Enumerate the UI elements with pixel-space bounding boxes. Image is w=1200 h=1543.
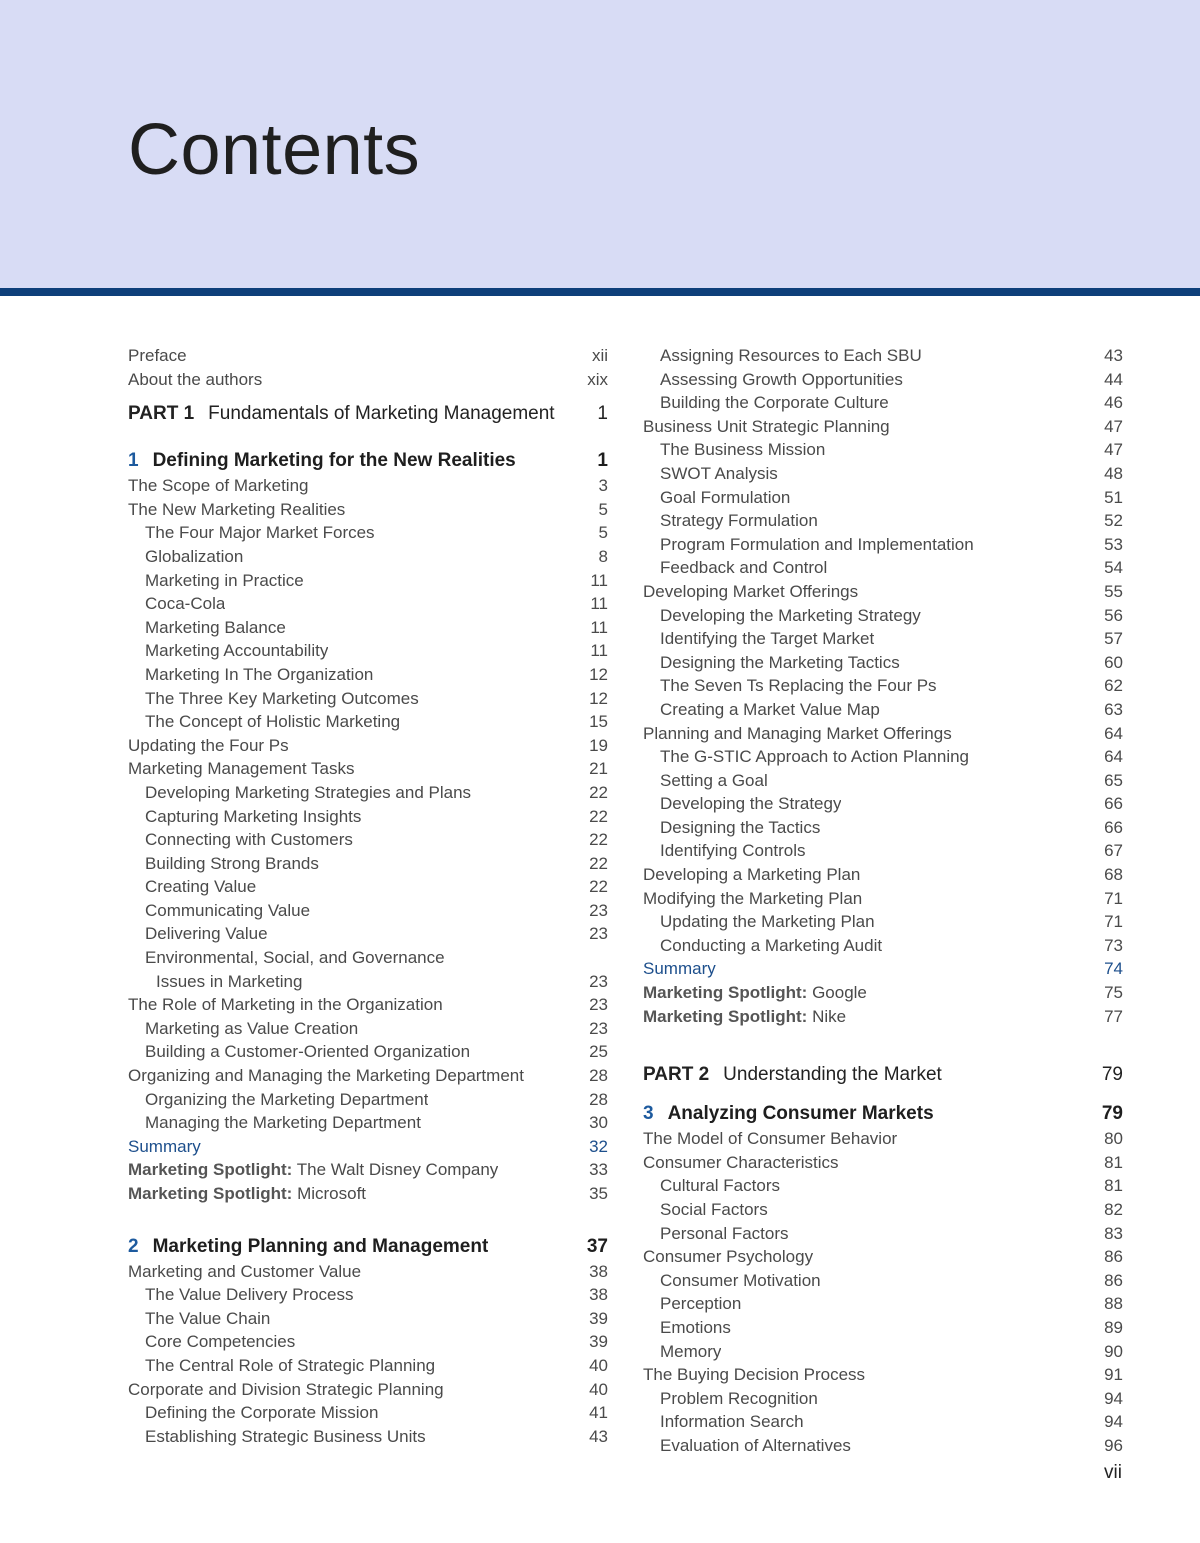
toc-entry[interactable] — [643, 344, 1123, 368]
toc-label: Business Unit Strategic Planning — [643, 416, 890, 436]
toc-page: 38 — [589, 1285, 608, 1305]
toc-entry[interactable] — [643, 391, 1123, 415]
chapter-1-entries — [128, 474, 608, 1135]
toc-page: 77 — [1104, 1006, 1123, 1026]
toc-page: 22 — [589, 782, 608, 802]
toc-label: Preface — [128, 346, 187, 365]
toc-entry[interactable] — [643, 438, 1123, 462]
toc-page: 46 — [1104, 393, 1123, 413]
toc-label: Conducting a Marketing Audit — [660, 935, 883, 955]
toc-entry[interactable] — [643, 415, 1123, 439]
toc-label: Communicating Value — [145, 900, 311, 920]
toc-entry[interactable] — [643, 1363, 1123, 1387]
toc-page: 64 — [1104, 723, 1123, 743]
toc-entry[interactable] — [128, 970, 608, 994]
toc-page: 63 — [1104, 699, 1123, 719]
toc-label: The Three Key Marketing Outcomes — [145, 688, 419, 708]
toc-entry[interactable] — [643, 1410, 1123, 1434]
toc-label: Consumer Motivation — [660, 1270, 821, 1290]
toc-page: 30 — [589, 1113, 608, 1133]
toc-page: 88 — [1104, 1294, 1123, 1314]
chapter-2-entries — [128, 1260, 608, 1449]
toc-entry[interactable] — [643, 792, 1123, 816]
chapter-number: 3 — [643, 1103, 654, 1125]
toc-part-1[interactable] — [128, 397, 608, 430]
toc-entry[interactable] — [128, 569, 608, 593]
toc-entry[interactable] — [643, 887, 1123, 911]
chapter-title: Defining Marketing for the New Realities — [152, 450, 516, 472]
toc-label: Building the Corporate Culture — [660, 393, 889, 413]
toc-label: Cultural Factors — [660, 1176, 780, 1196]
toc-entry[interactable] — [128, 545, 608, 569]
toc-label: Developing the Marketing Strategy — [660, 605, 921, 625]
toc-left-column — [128, 344, 608, 1448]
toc-label: Goal Formulation — [660, 487, 791, 507]
toc-label: Delivering Value — [145, 924, 268, 944]
toc-label: Identifying the Target Market — [660, 629, 875, 649]
toc-entry[interactable] — [128, 852, 608, 876]
toc-page: 33 — [589, 1160, 608, 1180]
toc-page: 22 — [589, 877, 608, 897]
toc-page: xii — [591, 346, 608, 365]
chapter-2-entries-cont — [643, 344, 1123, 957]
toc-label: SWOT Analysis — [660, 463, 778, 483]
toc-page: 32 — [589, 1136, 608, 1156]
toc-page: 5 — [598, 523, 608, 543]
toc-entry[interactable] — [128, 828, 608, 852]
toc-entry[interactable] — [128, 922, 608, 946]
toc-entry[interactable] — [643, 462, 1123, 486]
toc-page: 38 — [589, 1261, 608, 1281]
toc-entry[interactable] — [128, 1283, 608, 1307]
page-folio: vii — [1104, 1462, 1122, 1483]
toc-entry[interactable] — [128, 710, 608, 734]
toc-label: Feedback and Control — [660, 558, 828, 578]
toc-label: Developing Marketing Strategies and Plans — [145, 782, 472, 802]
toc-label: The Value Delivery Process — [145, 1285, 354, 1305]
toc-label: Assessing Growth Opportunities — [660, 369, 903, 389]
toc-page: 53 — [1104, 534, 1123, 554]
toc-entry[interactable] — [128, 899, 608, 923]
toc-entry[interactable] — [128, 687, 608, 711]
toc-label: Coca-Cola — [145, 594, 226, 614]
toc-page: 8 — [598, 546, 608, 566]
toc-page: 73 — [1104, 935, 1123, 955]
part-title: Fundamentals of Marketing Management — [208, 403, 555, 425]
toc-label: Marketing Management Tasks — [128, 759, 355, 779]
toc-label: The Value Chain — [145, 1308, 271, 1328]
toc-page: 21 — [589, 759, 608, 779]
toc-page: 11 — [590, 570, 608, 590]
toc-entry[interactable] — [643, 839, 1123, 863]
toc-entry[interactable] — [643, 368, 1123, 392]
toc-label: Developing the Strategy — [660, 794, 842, 814]
toc-summary[interactable] — [643, 957, 1123, 981]
toc-label: The Central Role of Strategic Planning — [145, 1355, 436, 1375]
toc-right-column — [643, 344, 1123, 1458]
toc-label: Building a Customer-Oriented Organization — [145, 1042, 471, 1062]
toc-page: 28 — [589, 1066, 608, 1086]
toc-page: 41 — [589, 1403, 608, 1423]
toc-page: 66 — [1104, 817, 1123, 837]
toc-page: 74 — [1104, 959, 1123, 979]
toc-page: 3 — [598, 476, 608, 496]
toc-label: Environmental, Social, and Governance — [145, 948, 445, 968]
toc-page: 40 — [589, 1379, 608, 1399]
toc-label: Creating Value — [145, 877, 257, 897]
toc-page: 89 — [1104, 1317, 1123, 1337]
toc-page: 57 — [1104, 629, 1123, 649]
toc-page: 94 — [1104, 1412, 1123, 1432]
toc-label: The New Marketing Realities — [128, 499, 346, 519]
chapter-title: Marketing Planning and Management — [152, 1235, 489, 1257]
toc-label: The Role of Marketing in the Organization — [128, 995, 443, 1015]
toc-label: Social Factors — [660, 1200, 768, 1219]
toc-label: Summary — [128, 1136, 201, 1156]
toc-page: 43 — [1104, 346, 1123, 365]
part-title: Understanding the Market — [723, 1064, 942, 1086]
spotlight-label: Marketing Spotlight: — [643, 983, 808, 1003]
toc-label: Corporate and Division Strategic Planning — [128, 1379, 444, 1399]
toc-page: 82 — [1104, 1200, 1123, 1219]
toc-label: Developing a Marketing Plan — [643, 865, 861, 885]
toc-page: 44 — [1104, 369, 1123, 389]
toc-entry[interactable] — [128, 1425, 608, 1449]
toc-entry[interactable] — [128, 757, 608, 781]
toc-label: Establishing Strategic Business Units — [145, 1426, 426, 1446]
toc-entry[interactable] — [128, 474, 608, 498]
toc-chapter-1[interactable] — [128, 448, 608, 474]
toc-page: 65 — [1104, 770, 1123, 790]
toc-label: Marketing as Value Creation — [145, 1018, 359, 1038]
chapter-3-entries — [643, 1127, 1123, 1457]
toc-entry[interactable] — [128, 993, 608, 1017]
toc-page: 28 — [589, 1089, 608, 1109]
toc-page: 22 — [589, 830, 608, 850]
toc-label: Building Strong Brands — [145, 853, 319, 873]
toc-page: 64 — [1104, 747, 1123, 767]
toc-entry[interactable] — [128, 498, 608, 522]
toc-entry[interactable] — [128, 592, 608, 616]
toc-page: 40 — [589, 1355, 608, 1375]
toc-label: Organizing the Marketing Department — [145, 1089, 429, 1109]
toc-page: 79 — [1101, 1103, 1123, 1125]
toc-page: 71 — [1104, 888, 1123, 908]
toc-label: Connecting with Customers — [145, 830, 353, 850]
toc-entry[interactable] — [128, 1017, 608, 1041]
toc-label: Marketing Balance — [145, 617, 286, 637]
toc-label: Developing Market Offerings — [643, 581, 859, 601]
toc-page: 25 — [589, 1042, 608, 1062]
toc-label: Defining the Corporate Mission — [145, 1403, 379, 1423]
toc-entry[interactable] — [643, 1269, 1123, 1293]
toc-label: Designing the Marketing Tactics — [660, 652, 900, 672]
toc-label: Evaluation of Alternatives — [660, 1435, 851, 1455]
toc-summary[interactable] — [128, 1135, 608, 1159]
toc-label: Creating a Market Value Map — [660, 699, 880, 719]
toc-entry[interactable] — [128, 781, 608, 805]
toc-page: 47 — [1104, 440, 1123, 460]
part-number: PART 2 — [643, 1064, 710, 1086]
toc-entry[interactable] — [643, 816, 1123, 840]
toc-entry-about[interactable] — [128, 368, 608, 392]
toc-entry[interactable] — [643, 1222, 1123, 1246]
toc-entry[interactable] — [128, 1260, 608, 1284]
toc-page: 15 — [589, 712, 608, 732]
toc-entry[interactable] — [128, 663, 608, 687]
toc-label: Setting a Goal — [660, 770, 768, 790]
toc-chapter-3[interactable] — [643, 1101, 1123, 1127]
toc-page: 22 — [589, 853, 608, 873]
toc-entry[interactable] — [128, 616, 608, 640]
toc-chapter-2[interactable] — [128, 1234, 608, 1260]
toc-page: 52 — [1104, 511, 1123, 531]
toc-label: The Seven Ts Replacing the Four Ps — [660, 676, 937, 696]
toc-page: 55 — [1104, 581, 1123, 601]
toc-entry[interactable] — [643, 769, 1123, 793]
toc-label: Designing the Tactics — [660, 817, 821, 837]
toc-entry[interactable] — [643, 674, 1123, 698]
toc-label: Emotions — [660, 1317, 731, 1337]
toc-entry[interactable] — [643, 1316, 1123, 1340]
toc-label: Issues in Marketing — [156, 971, 303, 991]
toc-entry[interactable] — [643, 1245, 1123, 1269]
toc-entry[interactable] — [643, 604, 1123, 628]
toc-page: 39 — [589, 1308, 608, 1328]
toc-label: Summary — [643, 959, 716, 979]
toc-label: Marketing in Practice — [145, 570, 304, 590]
toc-entry[interactable] — [643, 863, 1123, 887]
toc-label: Capturing Marketing Insights — [145, 806, 362, 826]
toc-spotlight[interactable] — [643, 1005, 1123, 1029]
toc-page: 12 — [589, 664, 608, 684]
toc-entry[interactable] — [643, 1174, 1123, 1198]
toc-label: Core Competencies — [145, 1332, 296, 1352]
toc-entry[interactable] — [643, 627, 1123, 651]
toc-entry[interactable] — [128, 875, 608, 899]
toc-page: 51 — [1104, 487, 1123, 507]
toc-entry[interactable] — [643, 722, 1123, 746]
toc-entry[interactable] — [128, 1111, 608, 1135]
toc-label: About the authors — [128, 369, 263, 389]
toc-page: 1 — [597, 450, 608, 472]
chapter-number: 1 — [128, 450, 139, 472]
toc-entry[interactable] — [643, 1434, 1123, 1458]
toc-entry[interactable] — [128, 946, 608, 970]
toc-page: 75 — [1104, 983, 1123, 1003]
toc-entry[interactable] — [128, 1401, 608, 1425]
toc-label: The Buying Decision Process — [643, 1365, 866, 1385]
toc-entry[interactable] — [643, 1198, 1123, 1222]
toc-entry[interactable] — [643, 698, 1123, 722]
toc-label: Strategy Formulation — [660, 511, 818, 531]
toc-entry[interactable] — [643, 1151, 1123, 1175]
part-number: PART 1 — [128, 403, 195, 425]
spotlight-title: The Walt Disney Company — [296, 1160, 499, 1180]
toc-entry[interactable] — [643, 1340, 1123, 1364]
toc-label: Marketing Accountability — [145, 641, 329, 661]
header-rule — [0, 288, 1200, 296]
toc-label: The Scope of Marketing — [128, 476, 309, 496]
toc-page: 11 — [590, 641, 608, 661]
toc-label: The Four Major Market Forces — [145, 523, 375, 543]
toc-entry[interactable] — [643, 486, 1123, 510]
toc-page: 96 — [1104, 1435, 1123, 1455]
chapter-number: 2 — [128, 1235, 139, 1257]
toc-entry[interactable] — [128, 1088, 608, 1112]
toc-page: 23 — [589, 900, 608, 920]
toc-label: Perception — [660, 1294, 742, 1314]
toc-part-2[interactable] — [643, 1058, 1123, 1091]
chapter-title: Analyzing Consumer Markets — [667, 1103, 934, 1125]
spotlight-title: Microsoft — [297, 1184, 367, 1203]
toc-entry[interactable] — [128, 1040, 608, 1064]
toc-page: 66 — [1104, 794, 1123, 814]
toc-page: 54 — [1104, 558, 1123, 578]
toc-label: The Business Mission — [660, 440, 826, 460]
toc-label: Updating the Marketing Plan — [660, 912, 875, 932]
toc-page: 11 — [590, 594, 608, 614]
toc-page: 23 — [589, 995, 608, 1015]
toc-entry[interactable] — [128, 805, 608, 829]
toc-spotlight[interactable] — [643, 981, 1123, 1005]
toc-label: Consumer Psychology — [643, 1247, 814, 1267]
toc-page: 62 — [1104, 676, 1123, 696]
toc-label: The G-STIC Approach to Action Planning — [660, 747, 970, 767]
toc-label: Assigning Resources to Each SBU — [660, 346, 922, 365]
toc-page: 67 — [1104, 841, 1123, 861]
toc-page: 23 — [589, 924, 608, 944]
toc-page: 48 — [1104, 463, 1123, 483]
toc-page: 90 — [1104, 1341, 1123, 1361]
toc-spotlight[interactable] — [128, 1158, 608, 1182]
toc-page: 81 — [1104, 1152, 1123, 1172]
toc-label: Planning and Managing Market Offerings — [643, 723, 952, 743]
toc-entry[interactable] — [128, 1307, 608, 1331]
toc-page: 47 — [1104, 416, 1123, 436]
toc-entry[interactable] — [643, 745, 1123, 769]
toc-entry[interactable] — [128, 521, 608, 545]
toc-label: Problem Recognition — [660, 1388, 818, 1408]
toc-label: Identifying Controls — [660, 841, 806, 861]
toc-page: 23 — [589, 1018, 608, 1038]
toc-label: The Model of Consumer Behavior — [643, 1129, 898, 1149]
toc-entry[interactable] — [128, 734, 608, 758]
toc-entry[interactable] — [128, 1354, 608, 1378]
toc-page: 23 — [589, 971, 608, 991]
toc-page: 19 — [589, 735, 608, 755]
toc-label: The Concept of Holistic Marketing — [145, 712, 401, 732]
toc-page: 91 — [1104, 1365, 1123, 1385]
toc-page: 94 — [1104, 1388, 1123, 1408]
spotlight-label: Marketing Spotlight: — [128, 1160, 293, 1180]
toc-page: 71 — [1104, 912, 1123, 932]
toc-entry[interactable] — [643, 509, 1123, 533]
toc-entry[interactable] — [128, 1378, 608, 1402]
spotlight-label: Marketing Spotlight: — [643, 1006, 808, 1026]
toc-entry[interactable] — [643, 1292, 1123, 1316]
toc-page: 81 — [1104, 1176, 1123, 1196]
toc-page: 60 — [1104, 652, 1123, 672]
toc-spotlight[interactable] — [128, 1182, 608, 1206]
toc-entry[interactable] — [643, 533, 1123, 557]
toc-page: 43 — [589, 1426, 608, 1446]
toc-page: 37 — [586, 1235, 608, 1257]
toc-page: 35 — [589, 1184, 608, 1203]
toc-page: 1 — [597, 403, 608, 425]
spotlight-title: Google — [812, 983, 867, 1003]
toc-label: Consumer Characteristics — [643, 1152, 839, 1172]
toc-page: 11 — [590, 617, 608, 637]
toc-entry[interactable] — [643, 1127, 1123, 1151]
toc-label: Updating the Four Ps — [128, 735, 289, 755]
toc-label: Organizing and Managing the Marketing Department — [128, 1066, 524, 1086]
toc-page: 68 — [1104, 865, 1123, 885]
toc-page: 12 — [589, 688, 608, 708]
toc-page: 83 — [1104, 1223, 1123, 1243]
toc-page: 86 — [1104, 1270, 1123, 1290]
toc-entry[interactable] — [643, 580, 1123, 604]
toc-page: 80 — [1104, 1129, 1123, 1149]
toc-page: 79 — [1101, 1064, 1123, 1086]
toc-label: Globalization — [145, 546, 244, 566]
spotlight-label: Marketing Spotlight: — [128, 1184, 293, 1203]
toc-page: 22 — [589, 806, 608, 826]
toc-label: Modifying the Marketing Plan — [643, 888, 863, 908]
toc-page: 39 — [589, 1332, 608, 1352]
toc-entry[interactable] — [643, 556, 1123, 580]
toc-entry[interactable] — [643, 1387, 1123, 1411]
toc-label: Managing the Marketing Department — [145, 1113, 421, 1133]
toc-entry[interactable] — [643, 910, 1123, 934]
toc-page: 5 — [598, 499, 608, 519]
toc-label: Marketing and Customer Value — [128, 1261, 362, 1281]
toc-page: 86 — [1104, 1247, 1123, 1267]
toc-entry[interactable] — [643, 934, 1123, 958]
toc-label: Personal Factors — [660, 1223, 789, 1243]
toc-label: Information Search — [660, 1412, 804, 1432]
toc-label: Marketing In The Organization — [145, 664, 374, 684]
toc-page: xix — [587, 369, 608, 389]
toc-entry[interactable] — [128, 639, 608, 663]
page-title: Contents — [128, 110, 421, 190]
toc-entry[interactable] — [128, 1330, 608, 1354]
toc-label: Program Formulation and Implementation — [660, 534, 974, 554]
toc-page: 56 — [1104, 605, 1123, 625]
toc-label: Memory — [660, 1341, 722, 1361]
toc-entry-preface[interactable] — [128, 344, 608, 368]
toc-entry[interactable] — [128, 1064, 608, 1088]
spotlight-title: Nike — [812, 1006, 847, 1026]
toc-entry[interactable] — [643, 651, 1123, 675]
